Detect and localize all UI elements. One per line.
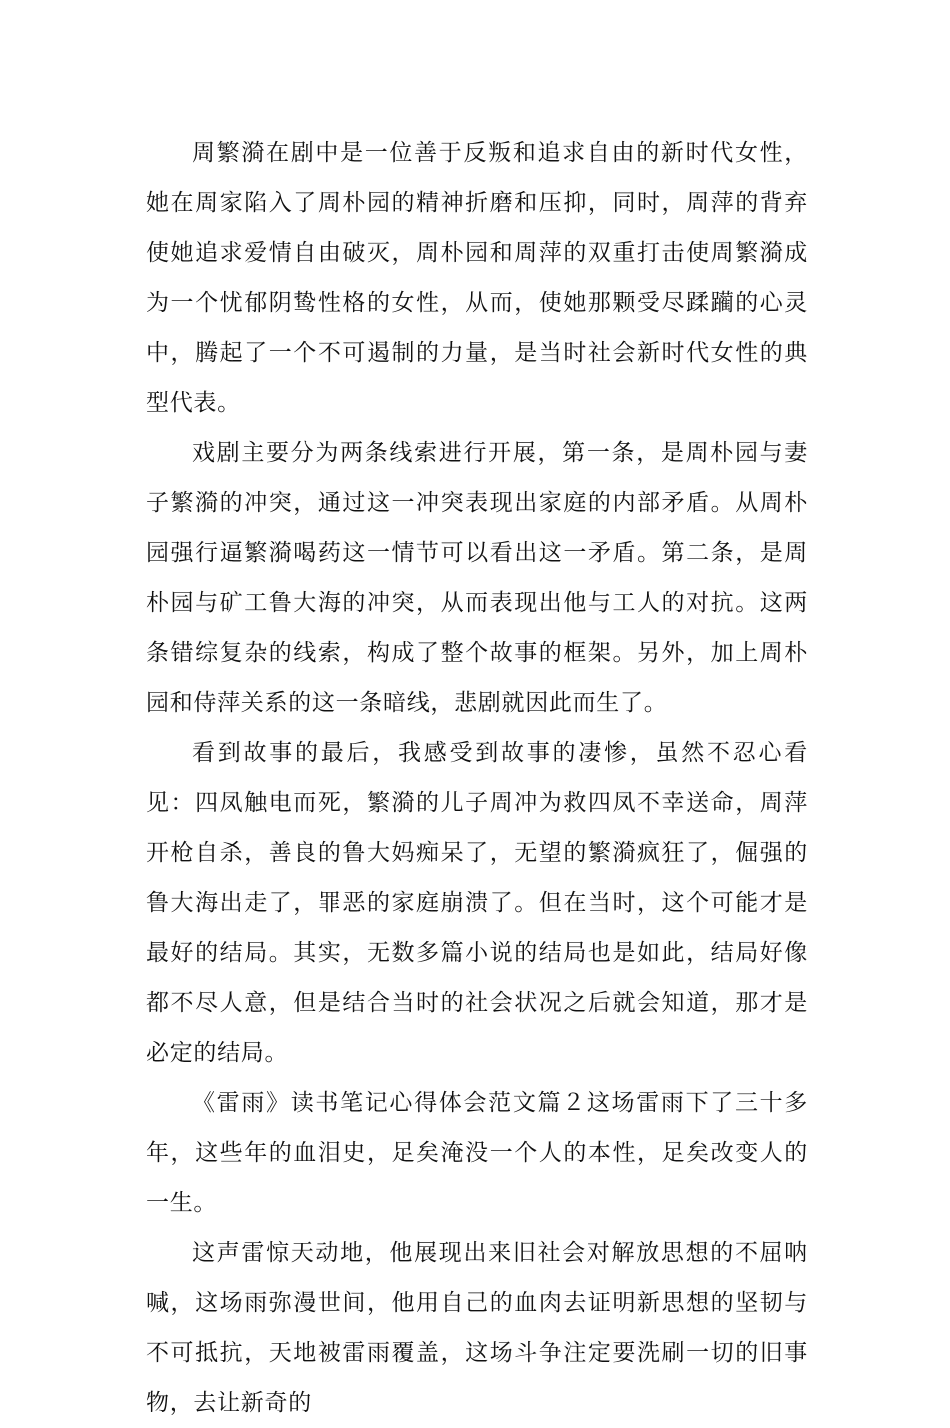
document-page [146, 128, 808, 1428]
paragraph-3: 看到故事的最后，我感受到故事的凄惨，虽然不忍心看见：四凤触电而死，繁漪的儿子周冲为救四凤不幸送命，周萍开枪自杀，善良的鲁大妈痴呆了，无望的繁漪疯狂了，倔强的鲁大海出走了，罪恶的家庭崩溃了。但在当时，这个可能才是最好的结局。其实，无数多篇小说的结局也是如此，结局好像都不尽人意，但是结合当时的社会状况之后就会知道，那才是必定的结局。 [146, 740, 808, 1066]
paragraph-2: 戏剧主要分为两条线索进行开展，第一条，是周朴园与妻子繁漪的冲突，通过这一冲突表现出家庭的内部矛盾。从周朴园强行逼繁漪喝药这一情节可以看出这一矛盾。第二条，是周朴园与矿工鲁大海的冲突，从而表现出他与工人的对抗。这两条错综复杂的线索，构成了整个故事的框架。另外，加上周朴园和侍萍关系的这一条暗线，悲剧就因此而生了。 [146, 440, 808, 716]
paragraph-4: 《雷雨》读书笔记心得体会范文篇２这场雷雨下了三十多年，这些年的血泪史，足矣淹没一个人的本性，足矣改变人的一生。 [146, 1090, 808, 1216]
paragraph-5: 这声雷惊天动地，他展现出来旧社会对解放思想的不屈呐喊，这场雨弥漫世间，他用自己的血肉去证明新思想的坚韧与不可抵抗，天地被雷雨覆盖，这场斗争注定要洗刷一切的旧事物，去让新奇的 [146, 1240, 808, 1416]
paragraph-1: 周繁漪在剧中是一位善于反叛和追求自由的新时代女性，她在周家陷入了周朴园的精神折磨和压抑，同时，周萍的背弃使她追求爱情自由破灭，周朴园和周萍的双重打击使周繁漪成为一个忧郁阴鸷性格的女性，从而，使她那颗受尽蹂躏的心灵中，腾起了一个不可遏制的力量，是当时社会新时代女性的典型代表。 [146, 140, 808, 416]
